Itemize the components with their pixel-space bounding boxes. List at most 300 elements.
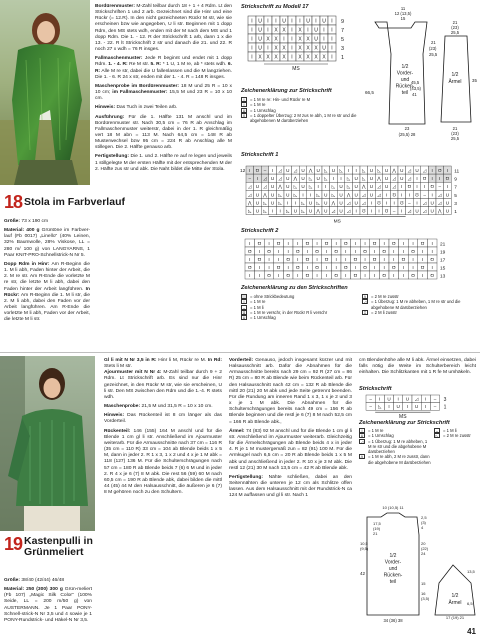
chart-symbol: ◺ [301, 200, 305, 206]
chart-symbol: Ʊ [286, 258, 290, 263]
chart-symbol: X [314, 45, 318, 52]
chart-symbol: U [255, 184, 260, 190]
chart-symbol: Ʊ [411, 250, 415, 255]
chart-symbol: ⋀ [308, 168, 313, 173]
schema17-legend [241, 97, 359, 123]
chart-symbol: Ʊ [392, 192, 396, 198]
chart-symbol: Ʊ [430, 184, 434, 190]
row-number: 9 [454, 177, 457, 183]
dim-label: 15 [421, 581, 426, 586]
row-number: 1 [443, 404, 447, 411]
chart-symbol: Ʊ [315, 266, 319, 271]
row-number: 3 [454, 201, 457, 207]
chart-symbol: I [249, 242, 251, 247]
chart-symbol: I [354, 266, 357, 271]
chart-symbol: ◺ [301, 208, 305, 214]
chart-symbol: U [258, 45, 262, 52]
dim-label: 20 [421, 541, 426, 546]
chart-symbol: ◺ [316, 192, 320, 198]
chart-symbol: ⋀ [316, 208, 321, 214]
pulli-col4 [359, 358, 476, 379]
chart-symbol: U [286, 192, 290, 198]
legend-symbol: U [242, 316, 246, 321]
chart-symbol: ◿ [346, 200, 351, 206]
chart-symbol: I [378, 208, 380, 214]
chart-symbol: I [291, 54, 293, 61]
chart-symbol: U [415, 168, 419, 173]
chart-symbol: I [325, 274, 328, 279]
chart-symbol: I [287, 266, 289, 271]
chart-symbol: U [384, 184, 389, 190]
legend-symbol: Ʊ [242, 310, 246, 315]
chart-symbol: I [364, 258, 366, 263]
chart-symbol: I [294, 200, 297, 206]
chart-symbol: X [258, 54, 262, 61]
ms-label: MS [399, 414, 407, 421]
chart-symbol: I [431, 266, 433, 271]
row-number: 3 [443, 397, 447, 403]
chart-symbol: U [384, 176, 389, 182]
chart-symbol: U [400, 168, 404, 173]
chart-symbol: I [251, 45, 253, 52]
chart-symbol: Ʊ [267, 250, 271, 255]
piece-label: Ärmel [448, 600, 462, 606]
pulli-number: 19 [4, 534, 23, 554]
dim-label: 17 (19) 21 [445, 615, 465, 620]
chart-symbol: I [306, 266, 309, 271]
piece-label: 1/2 [401, 64, 409, 70]
row-number: 11 [454, 169, 460, 175]
legend-symbol: ◺ [435, 434, 439, 439]
legend-symbol [241, 294, 247, 299]
chart-symbol: I [412, 258, 414, 263]
legend-item: U = 1 Umschlag [360, 433, 394, 439]
chart-symbol: ⋀ [377, 176, 381, 182]
chart-symbol: I [345, 250, 347, 255]
pulli-col2 [104, 358, 222, 499]
chart-symbol: ◿ [346, 208, 351, 214]
chart-symbol: ◺ [308, 176, 313, 182]
chart-symbol: ◺ [339, 168, 343, 173]
chart-symbol: I [379, 396, 381, 402]
chart-symbol: I [249, 168, 251, 173]
chart-symbol: I [416, 184, 418, 190]
chart-symbol: I [287, 242, 289, 247]
chart-symbol: X [298, 54, 302, 61]
chart-symbol: Ʊ [384, 208, 389, 214]
chart-symbol: X [274, 45, 278, 52]
chart-symbol: I [267, 45, 269, 52]
piece-label: 1/2 [451, 593, 459, 599]
chart-symbol: U [396, 404, 400, 410]
chart-symbol: U [270, 184, 275, 190]
chart-symbol: I [267, 27, 269, 34]
chart-symbol: I [425, 404, 427, 410]
chart-symbol: U [445, 192, 450, 198]
chart-symbol: U [387, 396, 391, 402]
chart-symbol: I [370, 200, 373, 206]
chart-symbol: U [255, 208, 260, 214]
chart-symbol: I [275, 18, 277, 25]
chart-symbol: ◺ [286, 208, 290, 214]
chart-symbol: Ʊ [305, 242, 310, 247]
dim-label: (22) [421, 546, 429, 551]
chart-symbol: I [364, 242, 366, 247]
chart-symbol: – [433, 404, 437, 410]
chart-symbol: ◺ [263, 200, 267, 206]
piece-label: Rücken- [383, 572, 403, 579]
chart-symbol: U [354, 200, 358, 206]
legend-symbol: ◿ [360, 439, 364, 444]
piece-label: teil [389, 579, 397, 585]
chart-symbol: – [438, 184, 442, 190]
pulli-legend-left [359, 428, 431, 465]
chart-symbol: X [298, 36, 302, 43]
chart-symbol: U [258, 27, 262, 34]
chart-symbol: I [431, 176, 433, 182]
chart-symbol: I [383, 258, 385, 263]
chart-symbol: I [373, 250, 376, 255]
stola-title [4, 193, 125, 211]
chart-symbol: I [446, 168, 449, 173]
dim-label: 21 [431, 40, 436, 45]
chart-symbol: I [383, 266, 385, 271]
chart-symbol: Ʊ [257, 242, 262, 247]
sk2-chart [241, 236, 476, 282]
stola-title-text: Stola im Farbverlauf [24, 196, 125, 208]
dim-label: 10 (10,5) 11 [382, 505, 404, 510]
chart-symbol: Ʊ [445, 176, 450, 182]
chart-symbol: U [270, 192, 275, 198]
legend-item: ◿ = 1 Überzug: 1 M re abheben, 1 M re str und die abgehobene M darüberziehen [360, 438, 428, 455]
chart-symbol: ◿ [422, 208, 427, 214]
vest-schematic [363, 4, 476, 154]
chart-symbol: I [249, 274, 251, 279]
stola-col2 [95, 4, 232, 176]
chart-symbol: I [401, 184, 403, 190]
chart-symbol: ◺ [324, 176, 328, 182]
chart-symbol: X [322, 54, 326, 61]
row-number: 5 [341, 37, 345, 43]
chart-symbol: I [279, 208, 281, 214]
chart-symbol: I [271, 168, 274, 173]
chart-symbol: I [256, 176, 259, 182]
chart-symbol: I [317, 184, 319, 190]
chart-symbol: U [286, 176, 290, 182]
legend-item: I = 1 M re re: Hin- und Rückr re M [241, 97, 359, 102]
dim-label: 21 [452, 20, 458, 25]
legend-item: ◺ = 2 M re zusstr [435, 433, 471, 439]
piece-label: 1/2 [451, 72, 459, 78]
chart-symbol: I [412, 242, 414, 247]
chart-symbol: U [414, 404, 419, 410]
chart-symbol: ⋀ [247, 200, 252, 206]
dim-label: (3) [421, 520, 426, 525]
stola-dopp-rdm: Dopp Rdm in Hinr: Am R-Beginn die 1. M li abh, Faden hinter der Arbeit, die 2. M re str. Am R-Ende die vorletzte M re str, die letzte M li abh, dabei den Faden hinter der Arbeit langführen. In Rückr: Am R-Beginn die 1. M li str, die 2. M li abh, dabei den Faden vor der Arbeit langführen. Am R-Ende die vorletzte M li abh, Faden vor der Arbeit, die letzte M li str. [4, 261, 90, 323]
chart-symbol: I [323, 27, 325, 34]
chart-symbol: I [268, 266, 270, 271]
stola-maschenprobe: Maschenprobe im Bordürenmuster: 18 M und 25 R = 10 x 10 cm; im Fallmaschenmuster: 15,5 M und 23 R = 10 x 10 cm. [95, 83, 232, 102]
chart-symbol: I [431, 168, 433, 173]
chart-symbol: I [402, 274, 405, 279]
pulli-photo [0, 356, 95, 531]
chart-symbol: ◺ [278, 200, 282, 206]
chart-symbol: I [393, 274, 395, 279]
schema17-title: Strickschrift zu Modell 17 [241, 4, 309, 10]
chart-symbol: U [430, 208, 434, 214]
chart-symbol: Ʊ [420, 266, 425, 271]
pulli-legend-right [434, 428, 478, 439]
chart-symbol: I [258, 266, 261, 271]
chart-symbol: ◿ [263, 176, 267, 182]
chart-symbol: Ʊ [430, 258, 434, 263]
schema17-legend-title: Zeichenerklärung zur Strickschrift [241, 88, 332, 94]
pulli-gl-li: Gl li mit N Nr 3,5 in R: Hinr li M, Rückr re M. In Rd: Stets li M str. Ajourmuster mit N Nr 4: M-Zahl teilbar durch 9 + 2 Rdm. Lt Strickschrift arb. Es sind nur die Hinr gezeichnet, in den Rückr M str, wie sie erscheinen, U li str. Den MS zwischen den Rdm und die 1.-4. R stets wdh. [104, 358, 222, 400]
chart-symbol: Ʊ [415, 192, 419, 198]
stola-fallmaschen: Fallmaschenmuster: Jede R beginnt und endet mit 1 dopp Rdm. 1. - 4. R: Re M str. 5. R: * 1 U, 1 M re, ab * stets wdh. 6. R: Alle M re str, dabei die U fallenlassen und die M langziehen. Die 1. - 6. R 24 x str, enden mit der 1. - 4. R = 148 R insges. [95, 56, 232, 80]
dim-label: 21 [452, 126, 458, 131]
legend-item: Ꮖ = 2 M li zusstr [363, 309, 397, 315]
chart-symbol: U [339, 192, 343, 198]
sk-legend-right [362, 294, 476, 315]
chart-symbol: I [425, 396, 427, 402]
chart-symbol: I [401, 192, 403, 198]
chart-symbol: Ʊ [372, 258, 377, 263]
chart-symbol: ◺ [378, 404, 382, 410]
chart-symbol: I [297, 274, 299, 279]
chart-symbol: ◿ [407, 208, 412, 214]
chart-symbol: U [339, 184, 343, 190]
page-number: 41 [467, 627, 476, 636]
row-number: 9 [341, 19, 345, 25]
pulli-size: Größe: 38/40 (42/44) 46/48 [4, 578, 65, 583]
dim-label: 2,5 [421, 515, 427, 520]
chart-symbol: I [291, 36, 293, 43]
chart-symbol: Ʊ [363, 266, 367, 271]
piece-label: und [400, 77, 410, 83]
chart-symbol: I [331, 18, 333, 25]
chart-symbol: I [408, 192, 411, 198]
chart-symbol: I [283, 36, 285, 43]
legend-symbol: ⋀ [360, 455, 364, 460]
legend-symbol: – [436, 429, 438, 433]
chart-symbol: ◿ [248, 184, 252, 190]
chart-symbol: I [354, 250, 357, 255]
chart-symbol: I [423, 184, 426, 190]
chart-symbol: X [298, 45, 302, 52]
row-number: 17 [440, 258, 446, 264]
chart-symbol: I [388, 404, 390, 410]
chart-symbol: I [258, 250, 261, 255]
chart-symbol: ◺ [377, 168, 381, 173]
sk-legend-title: Zeichenerklärung zu den Strickschriften [241, 285, 348, 291]
chart-symbol: Ʊ [392, 266, 396, 271]
chart-symbol: Ʊ [382, 250, 386, 255]
chart-symbol: Ʊ [392, 242, 396, 247]
stola-number: 18 [4, 192, 23, 212]
stola-col1 [4, 219, 90, 327]
chart-symbol: X [282, 54, 286, 61]
dim-label: 34 (36) 38 [383, 618, 403, 623]
pulli-fertig-cont: cm Blendenhöhe alle M li abk. Ärmel einsetzen, dabei falls nötig die Weite im Schulterbereich leicht einhalten. Die Schlitzkanten mit 1 R fe M umhäkeln. [359, 358, 476, 376]
chart-symbol: I [431, 250, 433, 255]
chart-symbol: U [369, 168, 374, 173]
chart-symbol: ◿ [438, 200, 442, 206]
chart-symbol: ◺ [293, 192, 298, 198]
legend-symbol: I [359, 428, 365, 433]
row-number: 15 [440, 266, 446, 272]
chart-symbol: I [431, 192, 433, 198]
chart-symbol: ⋀ [361, 184, 366, 190]
chart-symbol: I [421, 250, 424, 255]
piece-label: und [388, 566, 398, 572]
piece-label: teil [401, 90, 409, 96]
piece-label: Vorder- [396, 70, 414, 77]
pulli-vorderteil: Vorderteil: Genauso, jedoch insgesamt kürzer und mit Halsausschnitt arb. Dafür die Abnahmen für die Armausschnitte bereits nach 29 cm = 92 R (27 cm = 86 R) 25 cm = 80 R ab Blende wie beim Rückenteil arb. Für den Halsausschnitt nach 42 cm = 132 R ab Blende die mittl 20 (21) 20 M abk und jede Seite getrennt beenden. Für die Rundung am inneren Rand 1 x 3, 1 x je 2 und 3 x je 1 M abk. Die Abnahmen für die Schulterschrägungen bereits nach 49 cm = 156 R ab Blende beginnen und die restl je 6 (7) 8 M nach 52,5 cm = 166 R ab Blende abk., [229, 358, 352, 425]
chart-symbol: X [306, 54, 310, 61]
chart-symbol: Ʊ [344, 266, 348, 271]
legend-item: I = 1 M re [241, 299, 361, 304]
chart-symbol: I [331, 27, 333, 34]
dim-label: 23 [404, 126, 410, 131]
row-number: 19 [440, 250, 446, 256]
dim-label: 45,5 [411, 80, 420, 85]
chart-symbol: U [322, 45, 326, 52]
pulli-aermel: Ärmel: 74 (83) 92 M anschl und für die Blende 1 cm gl li str. Anschließend im Ajourmuster weiterarb. Gleichzeitig für die Ärmelschrägungen ab Blende beids 4 x in jeder 4. R je 1 M mustergemäß zun = 82 (91) 100 M. Für die Armkugel nach 6,5 cm = 20 R ab Blende beids 1 x 5 M abk und anschließend in jeder 2. R 10 x je 3 M abk. Die restl 12 (21) 30 M nach 13,5 cm = 42 R ab Blende abk. [229, 428, 352, 471]
pulli-sk-title: Strickschrift [359, 386, 392, 392]
row-number: 1 [341, 55, 345, 61]
piece-label: Vorder- [384, 559, 402, 566]
chart-symbol: X [306, 36, 310, 43]
sk1-title: Strickschrift 1 [241, 152, 279, 158]
chart-symbol: ◿ [392, 176, 396, 182]
legend-symbol: Ꮖ [363, 310, 367, 315]
chart-symbol: ◿ [414, 396, 419, 402]
chart-symbol: U [255, 192, 260, 198]
chart-symbol: I [412, 266, 414, 271]
chart-symbol: ⋀ [346, 192, 351, 198]
pulli-schematic [359, 505, 477, 625]
chart-symbol: U [354, 184, 358, 190]
chart-symbol: ◺ [278, 192, 282, 198]
legend-item: U = 1 Umschlag [242, 315, 276, 321]
row-number: 1 [454, 210, 457, 215]
chart-symbol: X [274, 27, 278, 34]
dim-label: (9,5) [360, 546, 369, 551]
sk1-chart [238, 162, 476, 225]
chart-symbol: ◺ [324, 168, 328, 173]
chart-symbol: X [306, 45, 310, 52]
chart-symbol: I [373, 274, 376, 279]
dim-label: (19) [373, 526, 381, 531]
chart-symbol: I [335, 242, 337, 247]
chart-symbol: Ʊ [305, 274, 310, 279]
chart-symbol: I [345, 258, 347, 263]
chart-symbol: U [308, 200, 313, 206]
chart-symbol: Ʊ [407, 184, 412, 190]
dim-label: 15 [400, 16, 406, 21]
chart-symbol: – [369, 404, 372, 410]
chart-symbol: Ʊ [363, 250, 367, 255]
pulli-col1 [4, 578, 92, 627]
chart-symbol: ◿ [362, 200, 366, 206]
stola-size: Größe: 73 x 190 cm [4, 219, 49, 224]
chart-symbol: I [316, 258, 318, 263]
chart-symbol: U [430, 200, 434, 206]
legend-item: – = 1 M li [243, 304, 264, 310]
chart-symbol: I [267, 18, 269, 25]
sk2-title: Strickschrift 2 [241, 228, 279, 234]
chart-symbol: I [271, 208, 274, 214]
schema17-chart [242, 12, 362, 78]
chart-symbol: Ʊ [334, 274, 338, 279]
chart-symbol: I [251, 36, 253, 43]
chart-symbol: U [369, 192, 374, 198]
chart-symbol: I [325, 184, 327, 190]
stola-fertigstellung: Fertigstellung: Die 1. und 2. Hälfte re auf re legen und jeweils 1 stillgelegte M der ersten Hälfte mit der entsprechenden M der 2. Hälfte zus str und abk. Die Naht bildet die Mitte der Stola. [95, 154, 232, 172]
stola-hinweis: Hinweis: Das Tuch in zwei Teilen arb. [95, 105, 178, 111]
chart-symbol: I [297, 242, 299, 247]
chart-symbol: I [291, 27, 293, 34]
row-number: 13 [440, 274, 446, 280]
chart-symbol: Ʊ [400, 200, 404, 206]
chart-symbol: I [416, 200, 418, 206]
chart-symbol: U [369, 184, 374, 190]
pulli-fertigstellung: Fertigstellung: Nähte schließen, dabei an den Seitennähten die unteren je 12 cm als Schlitze offen lassen. Aus dem Halsausschnitt mit der Rundstrick-N ca 124 M auffassen und gl li str. Nach 1 [229, 474, 352, 499]
chart-symbol: I [439, 176, 441, 182]
chart-symbol: Ʊ [315, 250, 319, 255]
dim-label: 24 [421, 551, 426, 556]
chart-symbol: X [266, 54, 270, 61]
chart-symbol: U [400, 176, 404, 182]
dim-label: 41 [412, 92, 417, 97]
chart-symbol: Ʊ [257, 258, 262, 263]
chart-symbol: ◿ [278, 168, 282, 173]
chart-symbol: ◺ [316, 200, 320, 206]
chart-symbol: U [339, 200, 343, 206]
chart-symbol: I [249, 258, 251, 263]
chart-symbol: Ʊ [353, 274, 358, 279]
chart-symbol: – [392, 208, 396, 214]
dim-label: (43,5) [410, 86, 421, 91]
chart-symbol: I [316, 274, 318, 279]
stola-bordure-muster: Bordürenmuster: M-Zahl teilbar durch 18 + 1 + 4 Rdm. Lt den Strickschriften 1 und 2 arb. Gezeichnet sind die Hinr und eine Rückr (= 12.R). In den nicht gezeichneten Rückr M str, wie sie erscheinen bzw wie angegeben, U li str. Beginnen mit 1 dopp Rdm, den MS stets wdh, enden mit der M nach dem MS und 1 dopp Rdm. Die 1. - 12. R der Strickschrift 1 arb, dann 1 x die 13. - 22. R lt Strickschrift 2 str und danach die 21. und 22. R noch 27 x wdh = 76 R insges. [95, 4, 232, 53]
chart-symbol: ⋀ [293, 176, 298, 182]
chart-symbol: U [415, 208, 419, 214]
legend-symbol: ◿ [363, 300, 367, 305]
chart-symbol: I [331, 36, 333, 43]
chart-symbol: ◺ [362, 168, 366, 173]
pulli-title [4, 535, 94, 558]
chart-symbol: I [401, 208, 403, 214]
chart-symbol: ◺ [346, 176, 351, 182]
chart-symbol: ◿ [407, 176, 412, 182]
chart-symbol: I [332, 176, 335, 182]
pulli-col3 [229, 358, 352, 502]
chart-symbol: I [302, 192, 304, 198]
row-number: 7 [341, 28, 345, 34]
chart-symbol: ◺ [331, 184, 336, 190]
chart-symbol: I [335, 266, 337, 271]
chart-symbol: U [316, 168, 320, 173]
piece-label: 1/2 [389, 553, 397, 559]
dim-label: 25,5 [450, 136, 460, 141]
chart-symbol: Ʊ [248, 250, 252, 255]
chart-symbol: I [393, 250, 395, 255]
dim-label: 4 [421, 525, 424, 530]
legend-symbol: I [241, 97, 247, 102]
chart-symbol: U [314, 36, 318, 43]
